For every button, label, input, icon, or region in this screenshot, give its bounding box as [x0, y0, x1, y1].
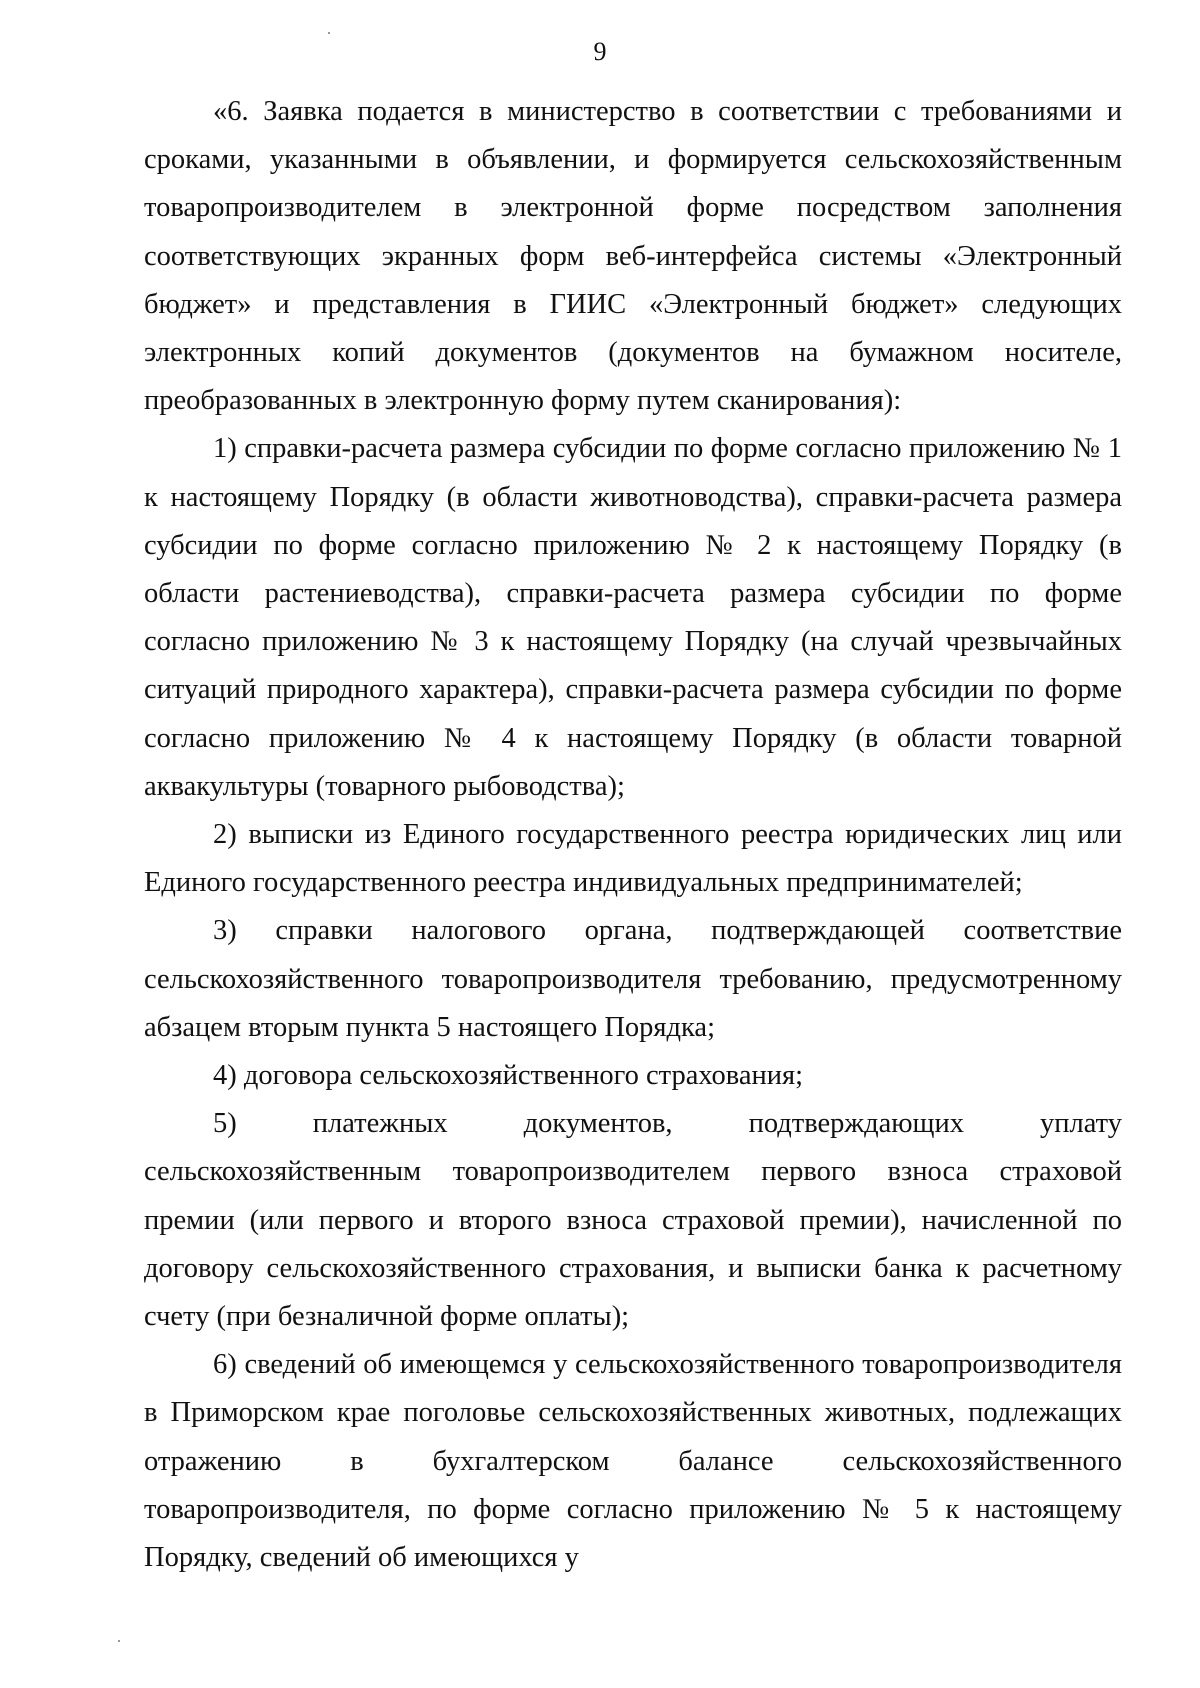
paragraph-subitem-4: 4) договора сельскохозяйственного страхования;: [213, 1060, 804, 1092]
paragraph-subitem-3: 3) справки налогового органа, подтверждающей соответствие сельскохозяйственного товаропроизводителя требованию, предусмотренному абзацем вторым пункта 5 настоящего Порядка;: [144, 915, 1122, 1043]
document-body: [144, 88, 1122, 1582]
paragraph-subitem-2: 2) выписки из Единого государственного реестра юридических лиц или Единого государственного реестра индивидуальных предпринимателей;: [144, 819, 1122, 899]
scan-speck: [328, 32, 330, 34]
paragraph-subitem-6: 6) сведений об имеющемся у сельскохозяйственного товаропроизводителя в Приморском крае поголовье сельскохозяйственных животных, подлежащих отражению в бухгалтерском балансе сельскохозяйственного товаропроизводителя, по форме согласно приложению № 5 к настоящему Порядку, сведений об имеющихся у: [144, 1349, 1122, 1574]
paragraph-item-6-intro: «6. Заявка подается в министерство в соответствии с требованиями и сроками, указанными в объявлении, и формируется сельскохозяйственным товаропроизводителем в электронной форме посредством заполнения соответствующих экранных форм веб-интерфейса системы «Электронный бюджет» и представления в ГИИС «Электронный бюджет» следующих электронных копий документов (документов на бумажном носителе, преобразованных в электронную форму путем сканирования):: [144, 96, 1122, 417]
paragraph-subitem-1: 1) справки-расчета размера субсидии по форме согласно приложению № 1 к настоящему Порядку (в области животноводства), справки-расчета размера субсидии по форме согласно приложению № 2 к настоящему Порядку (в области растениеводства), справки-расчета размера субсидии по форме согласно приложению № 3 к настоящему Порядку (на случай чрезвычайных ситуаций природного характера), справки-расчета размера субсидии по форме согласно приложению № 4 к настоящему Порядку (в области товарной аквакультуры (товарного рыбоводства);: [144, 433, 1122, 802]
page-number: 9: [593, 37, 607, 66]
scan-speck: [118, 1640, 120, 1642]
paragraph-subitem-5: 5) платежных документов, подтверждающих уплату сельскохозяйственным товаропроизводителем первого взноса страховой премии (или первого и второго взноса страховой премии), начисленной по договору сельскохозяйственного страхования, и выписки банка к расчетному счету (при безналичной форме оплаты);: [144, 1108, 1122, 1333]
